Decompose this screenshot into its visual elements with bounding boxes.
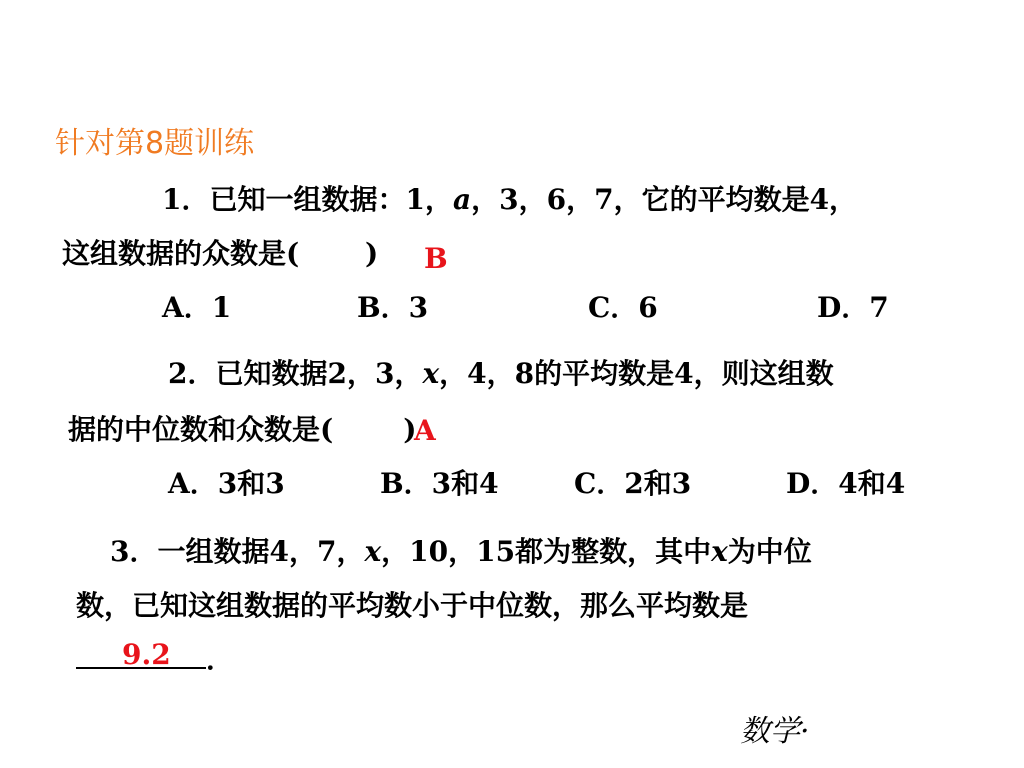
q1-option-b: B．3 [357,291,429,324]
q3-answer: 9.2 [122,638,171,671]
footer-subject: 数学· [740,714,810,749]
section-title: 针对第8题训练 [55,126,255,161]
q1-option-c: C．6 [588,291,658,324]
q2-option-c: C．2和3 [574,467,692,500]
q2-answer: A [414,414,436,447]
q2-option-a: A．3和3 [168,467,285,500]
q2-line2 [68,408,417,448]
q2-line1-b: ，4，8的平均数是4，则这组数 [439,357,834,390]
q1-line1 [162,178,857,218]
q2-line1 [168,352,834,392]
q2-variable: x [422,357,440,390]
q3-line1-b: ，10，15都为整数，其中 [381,535,712,568]
q2-line2-b: ) [403,413,417,446]
q1-option-a: A．1 [162,291,232,324]
q1-answer: B [424,242,448,275]
q3-line1-c: 为中位 [727,535,812,568]
q3-line1 [110,530,812,570]
q3-variable: x [364,535,382,568]
q2-option-b: B．3和4 [380,467,499,500]
q2-line2-a: 据的中位数和众数是( [68,413,334,446]
q1-option-d: D．7 [817,291,889,324]
q3-line1-a: 3．一组数据4，7， [110,535,365,568]
q3-line3-end: ． [206,643,235,676]
q1-line1-b: ，3，6，7，它的平均数是4， [471,183,858,216]
q1-line1-a: 1．已知一组数据：1， [162,183,453,216]
q3-line2: 数，已知这组数据的平均数小于中位数，那么平均数是 [76,589,749,622]
q2-option-d: D．4和4 [786,467,906,500]
q1-variable: a [452,183,472,216]
q3-variable-2: x [711,535,728,568]
q1-line2: 这组数据的众数是( ) [62,237,379,270]
q2-line1-a: 2．已知数据2，3， [168,357,423,390]
